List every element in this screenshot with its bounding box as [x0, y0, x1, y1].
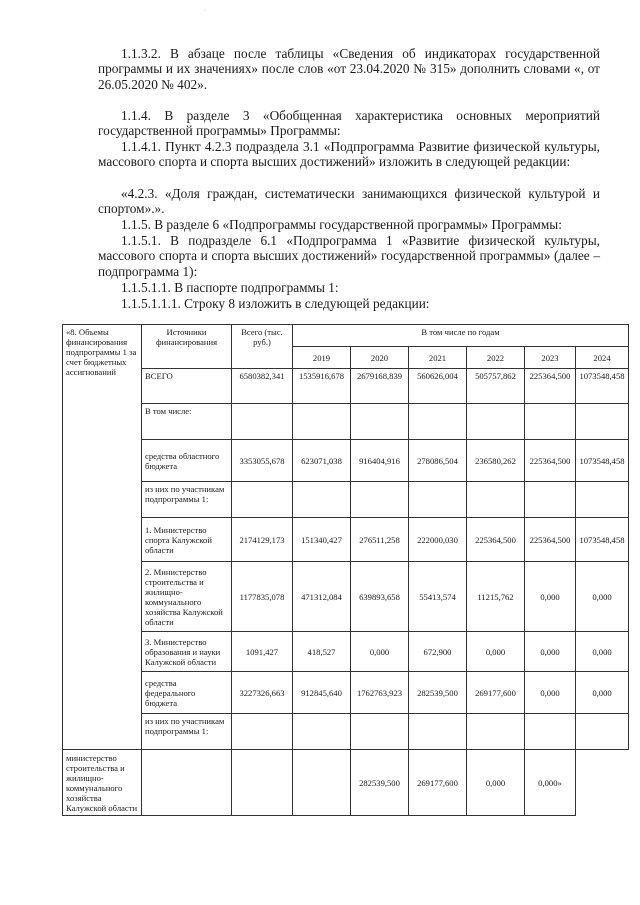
row-value: [525, 714, 576, 750]
table-row: [63, 369, 629, 404]
row-value: 225364,500: [525, 518, 576, 562]
row-value: 418,527: [293, 632, 351, 672]
row-label: из них по участникам подпрограммы 1:: [142, 714, 232, 750]
year-2024: 2024: [576, 347, 629, 369]
row-value: [576, 482, 629, 518]
row-value: 0,000: [576, 562, 629, 632]
table-row: [63, 518, 629, 562]
row-value: 0,000: [525, 672, 576, 714]
row-label: В том числе:: [142, 404, 232, 440]
row-value: [232, 750, 293, 816]
paragraph-1-1-5: 1.1.5. В разделе 6 «Подпрограммы государственной программы» Программы:: [121, 217, 562, 232]
row-value: 151340,427: [293, 518, 351, 562]
row-value: [293, 714, 351, 750]
row-total: [142, 750, 232, 816]
section-label-cell: «8. Объемы финансирования подпрограммы 1 за счет бюджетных ассигнований: [63, 325, 142, 750]
row-label: из них по участникам подпрограммы 1:: [142, 482, 232, 518]
table-row: [63, 632, 629, 672]
row-value: [467, 482, 525, 518]
row-label: ВСЕГО: [142, 369, 232, 404]
row-value: [409, 404, 467, 440]
row-value: 623071,038: [293, 440, 351, 482]
row-total: 1177835,078: [232, 562, 293, 632]
row-value: 1073548,458: [576, 440, 629, 482]
year-2022: 2022: [467, 347, 525, 369]
year-2020: 2020: [351, 347, 409, 369]
row-value: 236580,262: [467, 440, 525, 482]
row-value: 55413,574: [409, 562, 467, 632]
row-value: 672,900: [409, 632, 467, 672]
financing-table: [62, 324, 629, 816]
row-value: [351, 404, 409, 440]
table-row: [63, 714, 629, 750]
row-value: [351, 482, 409, 518]
row-total: 3353055,678: [232, 440, 293, 482]
row-value: 0,000: [467, 750, 525, 816]
row-value: 1535916,678: [293, 369, 351, 404]
row-value: [576, 404, 629, 440]
row-value: 225364,500: [467, 518, 525, 562]
row-value: 282539,500: [409, 672, 467, 714]
row-label: 3. Министерство образования и науки Калужской области: [142, 632, 232, 672]
row-total: [232, 404, 293, 440]
row-label: средства областного бюджета: [142, 440, 232, 482]
row-total: 1091,427: [232, 632, 293, 672]
row-label: 2. Министерство строительства и жилищно-коммунального хозяйства Калужской области: [142, 562, 232, 632]
row-value: 0,000: [576, 632, 629, 672]
row-value: 2679168,839: [351, 369, 409, 404]
row-value: [576, 714, 629, 750]
page-mark: ·: [204, 8, 206, 14]
row-value: 278086,504: [409, 440, 467, 482]
row-value: [351, 714, 409, 750]
row-value: 269177,600: [409, 750, 467, 816]
row-label: министерство строительства и жилищно-коммунального хозяйства Калужской области: [63, 750, 142, 816]
table-row: [63, 440, 629, 482]
table-row: [63, 562, 629, 632]
row-value: 1073548,458: [576, 518, 629, 562]
row-label: средства федерального бюджета: [142, 672, 232, 714]
table-header-row: [63, 325, 629, 347]
row-total: 6580382,341: [232, 369, 293, 404]
row-value: [293, 750, 351, 816]
paragraph-1-1-4-1: 1.1.4.1. Пункт 4.2.3 подраздела 3.1 «Подпрограмма Развитие физической культуры, массового спорта и спорта высших достижений» изложить в следующей редакции:: [98, 139, 600, 170]
row-value: 560626,004: [409, 369, 467, 404]
row-total: 2174129,173: [232, 518, 293, 562]
row-total: [232, 714, 293, 750]
paragraph-1-1-5-1: 1.1.5.1. В подразделе 6.1 «Подпрограмма 1 «Развитие физической культуры, массового спорта и спорта высших достижений» государственной программы» (далее – подпрограмма 1):: [98, 233, 600, 279]
by-years-header: В том числе по годам: [293, 325, 629, 347]
total-header: Всего (тыс. руб.): [232, 325, 293, 369]
table-row: [63, 482, 629, 518]
row-value: 276511,258: [351, 518, 409, 562]
row-value: [293, 404, 351, 440]
row-value: 0,000: [467, 632, 525, 672]
paragraph-quote-4-2-3: «4.2.3. «Доля граждан, систематически занимающихся физической культурой и спортом».».: [98, 186, 600, 217]
year-2021: 2021: [409, 347, 467, 369]
row-value: 282539,500: [351, 750, 409, 816]
row-value: [409, 714, 467, 750]
row-value: [293, 482, 351, 518]
row-value: 0,000: [525, 632, 576, 672]
paragraph-1-1-5-1-1: 1.1.5.1.1. В паспорте подпрограммы 1:: [121, 280, 339, 295]
sources-header: Источники финансирования: [142, 325, 232, 369]
row-value: 916404,916: [351, 440, 409, 482]
row-value: 11215,762: [467, 562, 525, 632]
row-value: 639893,658: [351, 562, 409, 632]
row-value: 225364,500: [525, 369, 576, 404]
paragraph-1-1-5-1-1-1: 1.1.5.1.1.1. Строку 8 изложить в следующей редакции:: [121, 296, 430, 311]
row-value: 269177,600: [467, 672, 525, 714]
row-value: 0,000: [576, 672, 629, 714]
row-value: [409, 482, 467, 518]
row-value: 0,000: [525, 562, 576, 632]
row-total: 3227326,663: [232, 672, 293, 714]
year-2019: 2019: [293, 347, 351, 369]
row-value: [525, 404, 576, 440]
row-value: [525, 482, 576, 518]
row-value: 225364,500: [525, 440, 576, 482]
row-total: [232, 482, 293, 518]
row-value: 222000,030: [409, 518, 467, 562]
row-value: [467, 714, 525, 750]
row-value: 505757,862: [467, 369, 525, 404]
row-value: 912845,640: [293, 672, 351, 714]
row-value: 471312,084: [293, 562, 351, 632]
row-value: [467, 404, 525, 440]
row-label: 1. Министерство спорта Калужской области: [142, 518, 232, 562]
paragraph-1-1-4: 1.1.4. В разделе 3 «Обобщенная характеристика основных мероприятий государственной программы» Программы:: [98, 108, 600, 139]
row-value: 0,000»: [525, 750, 576, 816]
row-value: 1762763,923: [351, 672, 409, 714]
paragraph-1-1-3-2: 1.1.3.2. В абзаце после таблицы «Сведения об индикаторах государственной программы и их значениях» после слов «от 23.04.2020 № 315» дополнить словами «, от 26.05.2020 № 402».: [98, 46, 600, 92]
table-row: [63, 750, 629, 816]
table-row: [63, 404, 629, 440]
table-row: [63, 672, 629, 714]
year-2023: 2023: [525, 347, 576, 369]
row-value: 0,000: [351, 632, 409, 672]
row-value: 1073548,458: [576, 369, 629, 404]
